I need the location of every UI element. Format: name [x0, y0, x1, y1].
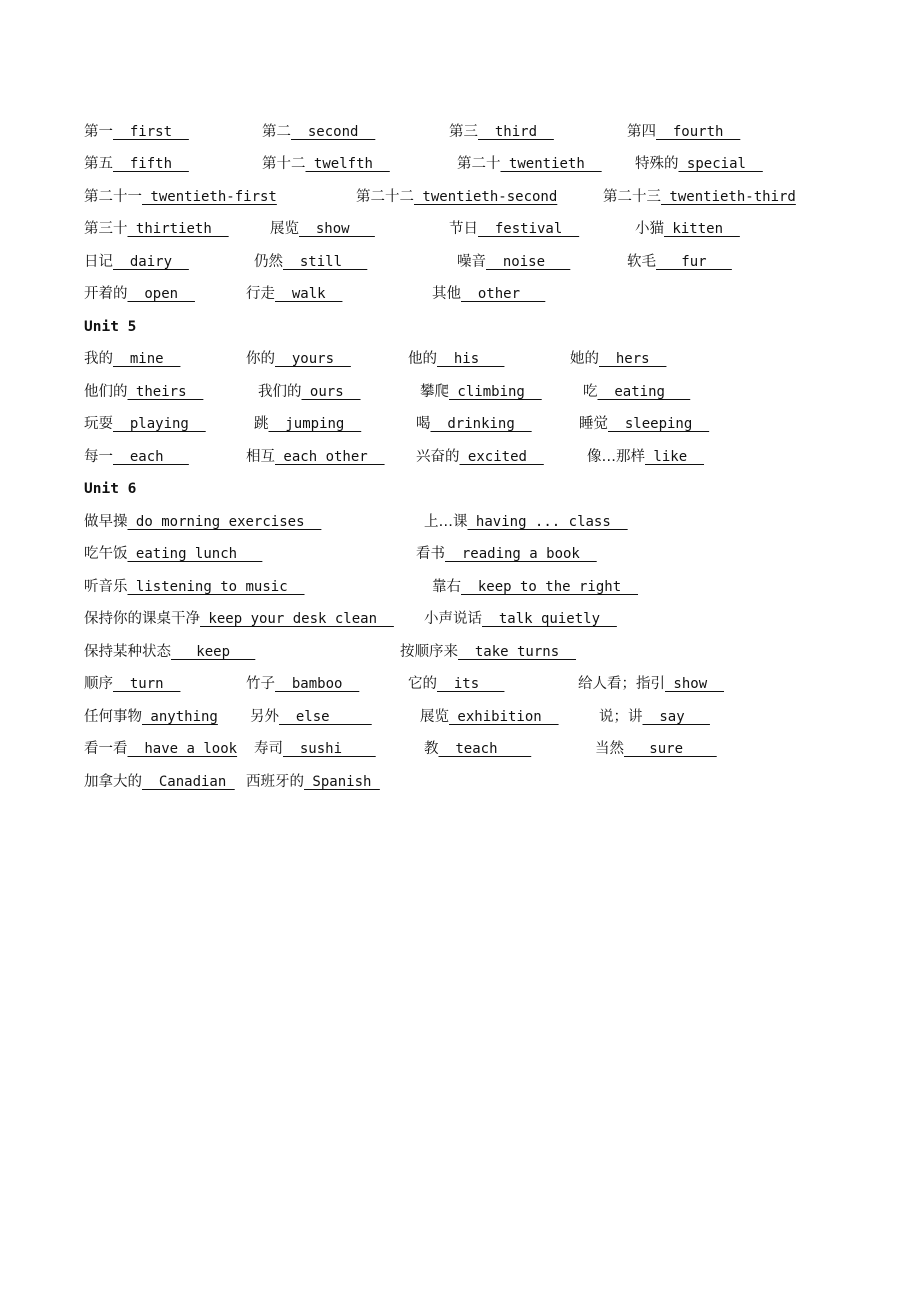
vocab-entry: [246, 671, 359, 697]
vocab-entry: [635, 216, 740, 242]
chinese-term: 第二十三: [603, 189, 661, 205]
english-answer: reading a book: [445, 546, 597, 562]
english-answer: his: [437, 351, 505, 367]
vocab-entry: [570, 346, 666, 372]
vocab-entry: [449, 216, 579, 242]
chinese-term: 小声说话: [424, 611, 482, 627]
vocab-entry: [416, 444, 544, 470]
english-answer: noise: [486, 254, 571, 270]
english-answer: teach: [438, 741, 532, 757]
chinese-term: 她的: [570, 351, 599, 367]
english-answer: twentieth-second: [414, 189, 558, 205]
vocab-entry: [84, 346, 180, 372]
vocab-entry: [627, 249, 732, 275]
chinese-term: 他的: [408, 351, 437, 367]
chinese-term: 看一看: [84, 741, 128, 757]
vocab-row: [0, 769, 920, 795]
english-answer: mine: [113, 351, 181, 367]
chinese-term: 像…那样: [587, 449, 645, 465]
english-answer: twentieth-third: [661, 189, 796, 205]
english-answer: sure: [624, 741, 717, 757]
vocab-entry: [416, 411, 532, 437]
vocab-row: [0, 249, 920, 275]
chinese-term: 特殊的: [635, 156, 679, 172]
vocab-entry: [578, 671, 724, 697]
vocab-row: [0, 119, 920, 145]
chinese-term: 我的: [84, 351, 113, 367]
english-answer: keep your desk clean: [200, 611, 394, 627]
english-answer: playing: [113, 416, 206, 432]
vocab-entry: [270, 216, 375, 242]
vocab-entry: [84, 704, 218, 730]
vocab-entry: [258, 379, 361, 405]
english-answer: else: [279, 709, 372, 725]
vocab-row: [0, 281, 920, 307]
vocab-row: [0, 151, 920, 177]
vocab-entry: [457, 249, 570, 275]
english-answer: fourth: [656, 124, 741, 140]
english-answer: Canadian: [142, 774, 235, 790]
chinese-term: 开着的: [84, 286, 128, 302]
chinese-term: 竹子: [246, 676, 275, 692]
chinese-term: 第二: [262, 124, 291, 140]
chinese-term: 看书: [416, 546, 445, 562]
chinese-term: 第二十二: [356, 189, 414, 205]
chinese-term: 睡觉: [579, 416, 608, 432]
chinese-term: 他们的: [84, 384, 128, 400]
english-answer: anything: [142, 709, 218, 725]
chinese-term: 噪音: [457, 254, 486, 270]
chinese-term: 保持你的课桌干净: [84, 611, 200, 627]
english-answer: talk quietly: [482, 611, 617, 627]
unit-heading: Unit 6: [84, 481, 137, 497]
vocab-row: [0, 541, 920, 567]
english-answer: special: [678, 156, 763, 172]
english-answer: fifth: [113, 156, 189, 172]
english-answer: turn: [113, 676, 181, 692]
english-answer: say: [642, 709, 710, 725]
vocab-entry: [432, 574, 638, 600]
chinese-term: 节日: [449, 221, 478, 237]
chinese-term: 每一: [84, 449, 113, 465]
chinese-term: 说；讲: [599, 709, 643, 725]
vocab-entry: [420, 704, 559, 730]
chinese-term: 行走: [246, 286, 275, 302]
vocab-entry: [84, 541, 262, 567]
vocab-entry: [84, 574, 305, 600]
english-answer: twelfth: [305, 156, 390, 172]
chinese-term: 第五: [84, 156, 113, 172]
vocab-entry: [424, 606, 617, 632]
english-answer: second: [291, 124, 376, 140]
vocab-entry: [400, 639, 576, 665]
vocab-entry: [84, 249, 189, 275]
english-answer: climbing: [449, 384, 542, 400]
vocab-entry: [457, 151, 602, 177]
chinese-term: 第一: [84, 124, 113, 140]
vocab-entry: [84, 671, 180, 697]
vocab-entry: [246, 769, 380, 795]
english-answer: keep to the right: [461, 579, 639, 595]
vocab-entry: [84, 184, 277, 210]
vocab-row: [0, 184, 920, 210]
vocab-entry: [356, 184, 557, 210]
english-answer: bamboo: [275, 676, 360, 692]
english-answer: excited: [459, 449, 544, 465]
vocab-row: [0, 411, 920, 437]
vocab-entry: [84, 151, 189, 177]
chinese-term: 攀爬: [420, 384, 449, 400]
vocab-entry: [603, 184, 796, 210]
chinese-term: 玩耍: [84, 416, 113, 432]
vocab-entry: [408, 346, 504, 372]
english-answer: walk: [275, 286, 343, 302]
chinese-term: 相互: [246, 449, 275, 465]
vocab-entry: [84, 606, 394, 632]
vocab-entry: [424, 509, 628, 535]
unit-heading: Unit 5: [84, 319, 137, 335]
vocab-row: [0, 606, 920, 632]
vocab-entry: [246, 281, 342, 307]
vocab-entry: [432, 281, 545, 307]
english-answer: hers: [599, 351, 667, 367]
english-answer: first: [113, 124, 189, 140]
vocab-entry: [587, 444, 704, 470]
vocab-entry: [246, 444, 385, 470]
chinese-term: 软毛: [627, 254, 656, 270]
vocab-entry: [262, 151, 390, 177]
english-answer: theirs: [127, 384, 204, 400]
chinese-term: 我们的: [258, 384, 302, 400]
english-answer: open: [127, 286, 195, 302]
english-answer: still: [283, 254, 368, 270]
chinese-term: 兴奋的: [416, 449, 460, 465]
vocab-entry: [627, 119, 740, 145]
chinese-term: 第二十一: [84, 189, 142, 205]
vocab-entry: [416, 541, 597, 567]
vocab-entry: [408, 671, 504, 697]
chinese-term: 做早操: [84, 514, 128, 530]
chinese-term: 当然: [595, 741, 624, 757]
chinese-term: 加拿大的: [84, 774, 142, 790]
vocab-row: [0, 671, 920, 697]
vocab-entry: [84, 216, 229, 242]
vocab-entry: [583, 379, 690, 405]
english-answer: its: [437, 676, 505, 692]
vocab-entry: [84, 736, 237, 762]
english-answer: sushi: [283, 741, 376, 757]
vocab-entry: [254, 249, 367, 275]
english-answer: listening to music: [127, 579, 305, 595]
chinese-term: 吃: [583, 384, 598, 400]
english-answer: each: [113, 449, 189, 465]
vocab-entry: [84, 281, 195, 307]
chinese-term: 上…课: [424, 514, 468, 530]
english-answer: have a look: [127, 741, 238, 757]
vocab-entry: [84, 639, 255, 665]
vocab-entry: [84, 119, 189, 145]
chinese-term: 寿司: [254, 741, 283, 757]
english-answer: show: [665, 676, 725, 692]
english-answer: kitten: [664, 221, 740, 237]
chinese-term: 第十二: [262, 156, 306, 172]
vocab-row: [0, 639, 920, 665]
vocab-entry: [84, 509, 321, 535]
english-answer: other: [461, 286, 546, 302]
vocab-entry: [84, 769, 235, 795]
chinese-term: 第三: [449, 124, 478, 140]
chinese-term: 跳: [254, 416, 269, 432]
english-answer: third: [478, 124, 554, 140]
chinese-term: 第四: [627, 124, 656, 140]
english-answer: take turns: [458, 644, 577, 660]
english-answer: dairy: [113, 254, 189, 270]
english-answer: sleeping: [608, 416, 710, 432]
chinese-term: 展览: [420, 709, 449, 725]
vocab-row: [0, 379, 920, 405]
english-answer: yours: [275, 351, 351, 367]
chinese-term: 听音乐: [84, 579, 128, 595]
english-answer: do morning exercises: [127, 514, 322, 530]
chinese-term: 顺序: [84, 676, 113, 692]
vocab-row: [0, 509, 920, 535]
chinese-term: 其他: [432, 286, 461, 302]
vocab-entry: [449, 119, 554, 145]
chinese-term: 小猫: [635, 221, 664, 237]
vocab-row: [0, 704, 920, 730]
vocab-row: [0, 736, 920, 762]
vocab-entry: [599, 704, 710, 730]
chinese-term: 吃午饭: [84, 546, 128, 562]
vocab-entry: [579, 411, 709, 437]
english-answer: eating: [597, 384, 691, 400]
english-answer: having ... class: [467, 514, 628, 530]
english-answer: jumping: [268, 416, 362, 432]
chinese-term: 日记: [84, 254, 113, 270]
english-answer: exhibition: [449, 709, 559, 725]
vocab-entry: [84, 379, 203, 405]
vocab-row: [0, 346, 920, 372]
vocab-entry: [420, 379, 542, 405]
english-answer: drinking: [430, 416, 532, 432]
chinese-term: 你的: [246, 351, 275, 367]
english-answer: thirtieth: [127, 221, 229, 237]
vocab-row: [0, 444, 920, 470]
chinese-term: 西班牙的: [246, 774, 304, 790]
english-answer: eating lunch: [127, 546, 263, 562]
chinese-term: 第三十: [84, 221, 128, 237]
chinese-term: 第二十: [457, 156, 501, 172]
english-answer: keep: [171, 644, 256, 660]
chinese-term: 喝: [416, 416, 431, 432]
english-answer: each other: [275, 449, 385, 465]
english-answer: Spanish: [304, 774, 380, 790]
english-answer: fur: [656, 254, 732, 270]
english-answer: twentieth-first: [142, 189, 277, 205]
chinese-term: 按顺序来: [400, 644, 458, 660]
vocab-entry: [250, 704, 372, 730]
english-answer: ours: [301, 384, 361, 400]
english-answer: festival: [478, 221, 580, 237]
vocab-entry: [635, 151, 763, 177]
vocab-entry: [595, 736, 717, 762]
chinese-term: 它的: [408, 676, 437, 692]
chinese-term: 保持某种状态: [84, 644, 171, 660]
chinese-term: 另外: [250, 709, 279, 725]
chinese-term: 仍然: [254, 254, 283, 270]
chinese-term: 给人看；指引: [578, 676, 665, 692]
chinese-term: 展览: [270, 221, 299, 237]
vocab-entry: [84, 444, 189, 470]
english-answer: like: [645, 449, 705, 465]
english-answer: twentieth: [500, 156, 602, 172]
vocab-entry: [246, 346, 351, 372]
vocab-entry: [424, 736, 531, 762]
vocab-entry: [254, 411, 361, 437]
english-answer: show: [299, 221, 375, 237]
chinese-term: 教: [424, 741, 439, 757]
vocab-entry: [84, 411, 206, 437]
chinese-term: 靠右: [432, 579, 461, 595]
vocab-row: [0, 216, 920, 242]
vocab-entry: [262, 119, 375, 145]
vocab-entry: [254, 736, 376, 762]
vocab-row: [0, 574, 920, 600]
chinese-term: 任何事物: [84, 709, 142, 725]
